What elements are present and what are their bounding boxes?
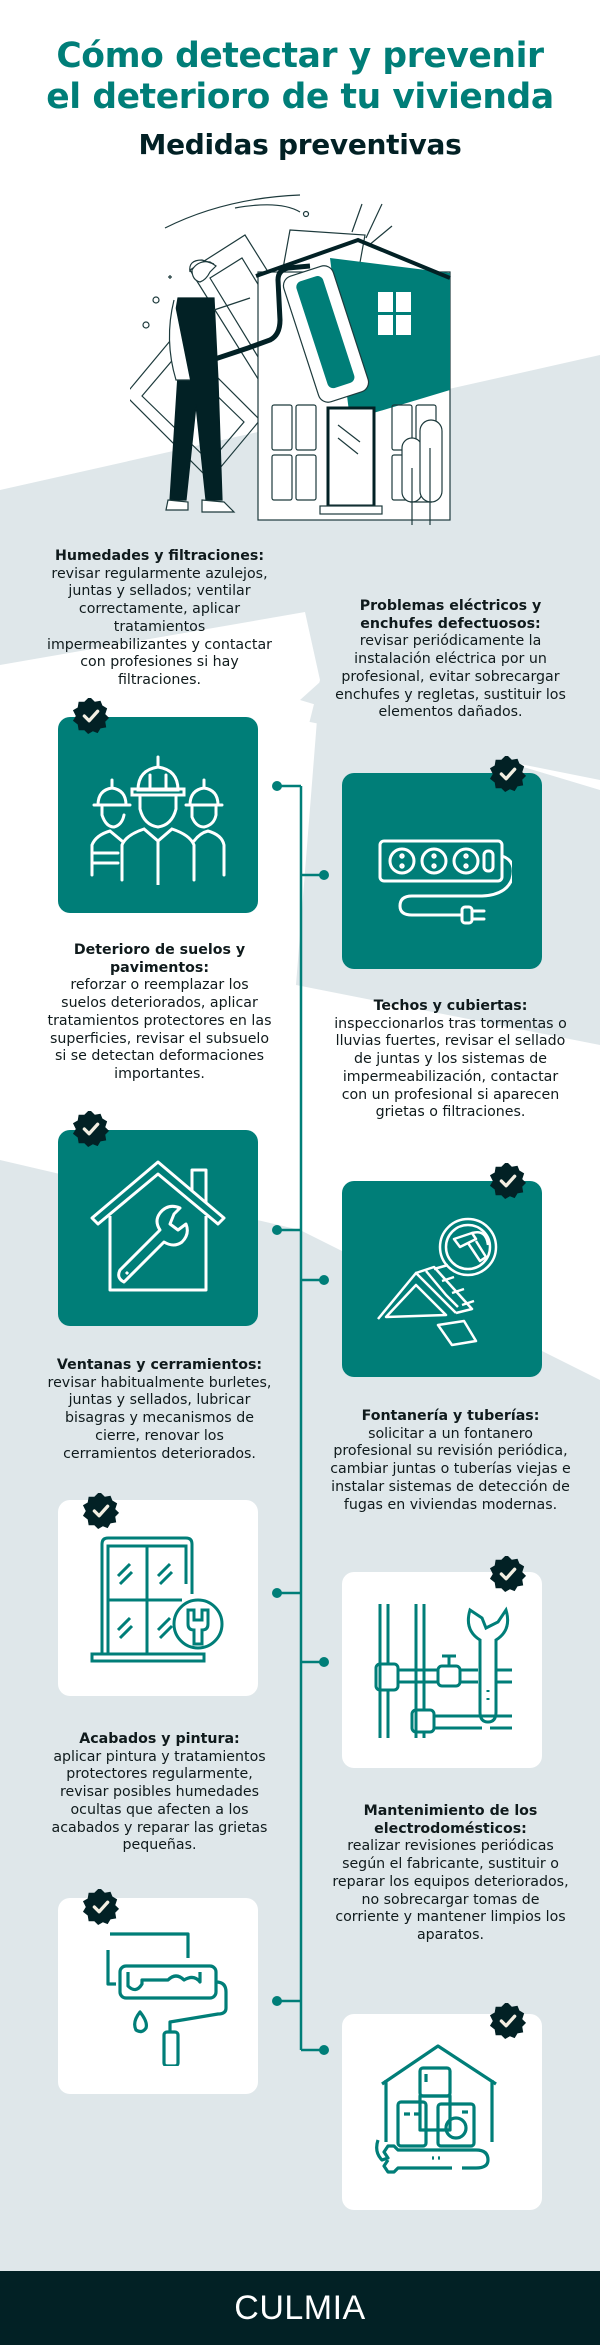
- tip-card-techos: [342, 1181, 542, 1377]
- tip-fontaneria: [328, 1408, 573, 1514]
- check-badge-icon: [72, 697, 110, 735]
- tip-electricos: [328, 598, 573, 722]
- tip-electrodomesticos: [328, 1803, 573, 1945]
- tip-card-electricos: [342, 773, 542, 969]
- check-badge-icon: [82, 1888, 120, 1926]
- tip-card-suelos: [58, 1130, 258, 1326]
- tip-body: revisar habitualmente burletes, juntas y sellados, lubricar bisagras y mecanismos de cierre, renovar los cerramientos deteriorados.: [47, 1374, 272, 1462]
- house-wrench-icon: [88, 1158, 228, 1298]
- home-appliances-icon: [372, 2042, 512, 2182]
- tip-card-acabados: [58, 1898, 258, 2094]
- tip-body: aplicar pintura y tratamientos protectores regularmente, revisar posibles humedades ocultas que afecten a los acabados y reparar las grietas pequeñas.: [51, 1748, 268, 1854]
- tip-title: Mantenimiento de los electrodomésticos:: [363, 1803, 538, 1837]
- tip-title: Problemas eléctricos y enchufes defectuosos:: [359, 598, 542, 632]
- tip-body: revisar periódicamente la instalación eléctrica por un profesional, evitar sobrecargar enchufes y regletas, sustituir los elementos dañados.: [335, 633, 566, 721]
- footer-brand-bar: [0, 2271, 600, 2345]
- tip-card-fontaneria: [342, 1572, 542, 1768]
- tip-title: Acabados y pintura:: [79, 1731, 240, 1747]
- tip-body: inspeccionarlos tras tormentas o lluvias fuertes, revisar el sellado de juntas y los sistemas de impermeabilización, contactar con un profesional si aparecen grietas o filtraciones.: [334, 1015, 567, 1121]
- tip-acabados: [47, 1731, 272, 1855]
- worker-painting-house-illustration: [130, 180, 480, 530]
- check-badge-icon: [72, 1110, 110, 1148]
- tip-body: revisar regularmente azulejos, juntas y sellados; ventilar correctamente, aplicar tratamientos impermeabilizantes y contactar con profesiones si hay filtraciones.: [47, 565, 273, 688]
- check-badge-icon: [489, 1555, 527, 1593]
- tip-body: realizar revisiones periódicas según el fabricante, sustituir o reparar los equipos deteriorados, no sobrecargar tomas de corriente y mantener limpios los aparatos.: [332, 1838, 569, 1943]
- tip-title: Ventanas y cerramientos:: [56, 1357, 263, 1373]
- tip-card-electrodomesticos: [342, 2014, 542, 2210]
- tip-title: Humedades y filtraciones:: [54, 548, 265, 564]
- tip-body: reforzar o reemplazar los suelos deteriorados, aplicar tratamientos protectores en las superficies, revisar el subsuelo si se detectan deformaciones importantes.: [47, 977, 272, 1082]
- page-subtitle: Medidas preventivas: [138, 128, 462, 161]
- power-strip-icon: [372, 801, 512, 941]
- window-wrench-icon: [88, 1528, 228, 1668]
- tip-techos: [328, 998, 573, 1122]
- check-badge-icon: [489, 2002, 527, 2040]
- pipes-wrench-icon: [372, 1600, 512, 1740]
- tip-body: solicitar a un fontanero profesional su revisión periódica, cambiar juntas o tuberías viejas e instalar sistemas de detección de fugas en viviendas modernas.: [330, 1425, 571, 1513]
- check-badge-icon: [489, 1162, 527, 1200]
- check-badge-icon: [82, 1492, 120, 1530]
- roof-hammer-icon: [372, 1209, 512, 1349]
- page-title-line-1: Cómo detectar y prevenir: [56, 36, 544, 76]
- check-badge-icon: [489, 755, 527, 793]
- tip-suelos: [47, 942, 272, 1084]
- page-title-line-2: el deterioro de tu vivienda: [46, 77, 554, 117]
- paint-roller-icon: [88, 1926, 228, 2066]
- workers-helmets-icon: [88, 745, 228, 885]
- tip-ventanas: [47, 1357, 272, 1463]
- tip-title: Deterioro de suelos y pavimentos:: [73, 942, 246, 976]
- brand-logo: CULMIA: [234, 2288, 366, 2327]
- tip-card-humedades: [58, 717, 258, 913]
- tip-title: Fontanería y tuberías:: [361, 1408, 540, 1424]
- tip-title: Techos y cubiertas:: [373, 998, 528, 1014]
- tip-humedades: [47, 548, 272, 690]
